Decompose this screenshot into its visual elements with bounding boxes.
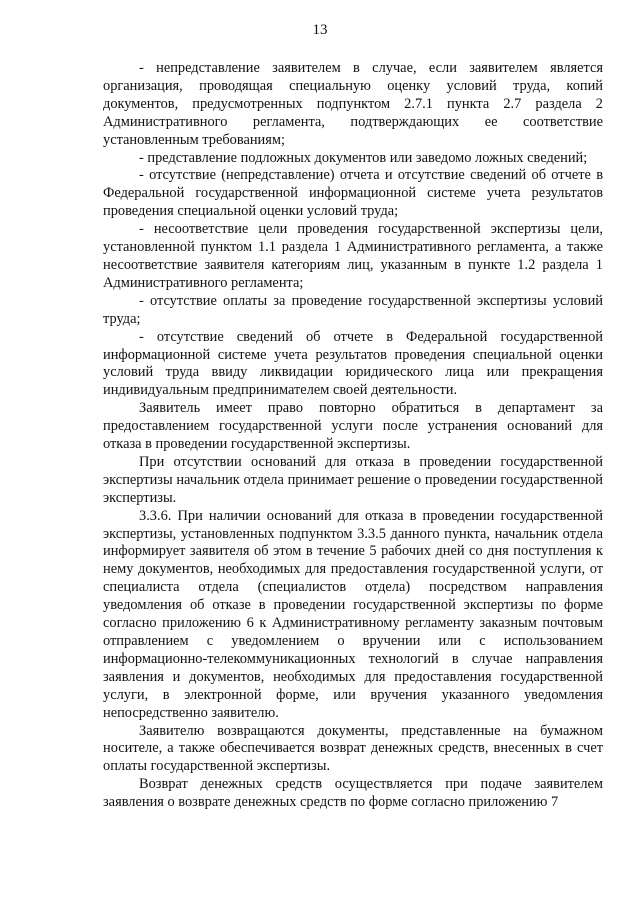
paragraph-refund: Возврат денежных средств осуществляется при подаче заявителем заявления о возврате денежных средств по форме согласно приложению 7 <box>103 776 603 811</box>
paragraph-documents-return: Заявителю возвращаются документы, представленные на бумажном носителе, а также обеспечивается возврат денежных средств, внесенных в счет оплаты государственной экспертизы. <box>103 722 603 775</box>
document-body <box>103 60 603 812</box>
paragraph-decision: При отсутствии оснований для отказа в проведении государственной экспертизы начальник отдела принимает решение о проведении государственной экспертизы. <box>103 453 603 506</box>
paragraph-grounds-documents-missing: - непредставление заявителем в случае, если заявителем является организация, проводящая специальную оценку условий труда, копий документов, предусмотренных подпунктом 2.7.1 пункта 2.7 раздела 2 Административного регламента, подтверждающих ее соответствие установленным требованиям; <box>103 60 603 148</box>
paragraph-grounds-forged-documents: - представление подложных документов или заведомо ложных сведений; <box>139 149 588 166</box>
paragraph-repeat-application: Заявитель имеет право повторно обратиться в департамент за предоставлением государственной услуги после устранения оснований для отказа в проведении государственной экспертизы. <box>103 400 603 453</box>
paragraph-grounds-purpose-mismatch: - несоответствие цели проведения государственной экспертизы цели, установленной пунктом 1.1 раздела 1 Административного регламента, а также несоответствие заявителя категориям лиц, указанным в пункте 1.2 раздела 1 Административного регламента; <box>103 221 603 291</box>
paragraph-grounds-no-payment: - отсутствие оплаты за проведение государственной экспертизы условий труда; <box>103 292 603 327</box>
paragraph-3-3-6: 3.3.6. При наличии оснований для отказа в проведении государственной экспертизы, установленных подпунктом 3.3.5 данного пункта, начальник отдела информирует заявителя об этом в течение 5 рабочих дней со дня поступления к нему документов, необходимых для предоставления государственной услуги, от специалиста отдела (специалистов отдела) посредством направления уведомления об отказе в проведении государственной экспертизы по форме согласно приложению 6 к Административному регламенту заказным почтовым отправлением с уведомлением о вручении или с использованием информационно-телекоммуникационных технологий в случае направления заявления и документов, необходимых для предоставления государственной услуги, в электронной форме, или вручения указанного уведомления непосредственно заявителю. <box>103 507 603 721</box>
page-number: 13 <box>312 22 328 38</box>
paragraph-grounds-liquidation: - отсутствие сведений об отчете в Федеральной государственной информационной системе учета результатов проведения специальной оценки условий труда ввиду ликвидации юридического лица или прекращения индивидуальным предпринимателем своей деятельности. <box>103 328 603 399</box>
paragraph-grounds-no-report: - отсутствие (непредставление) отчета и отсутствие сведений об отчете в Федеральной государственной информационной системе учета результатов проведения специальной оценки условий труда; <box>103 167 603 220</box>
